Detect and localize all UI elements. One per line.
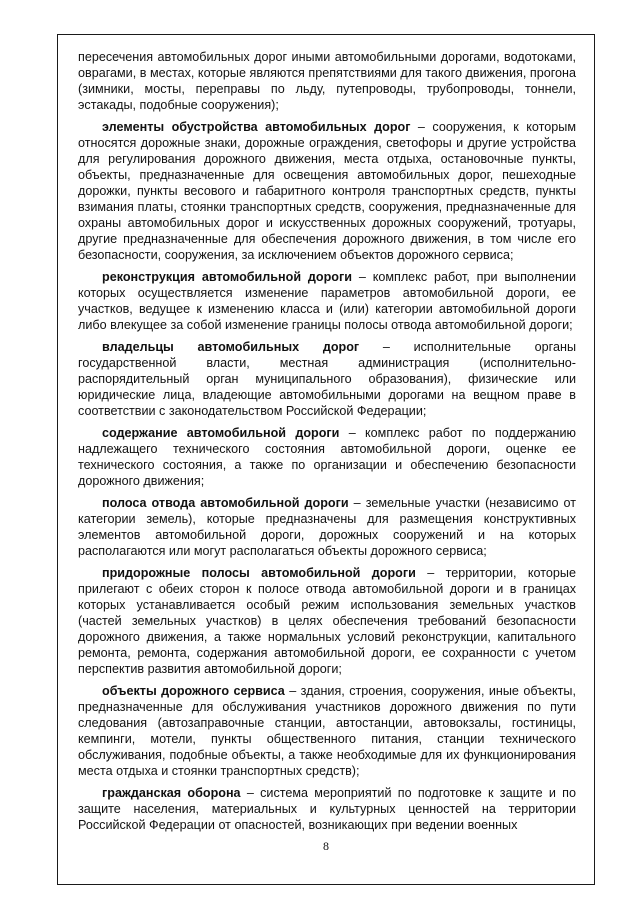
definition-text: земельные участки (независимо от категории земель), которые предназначены для размещения конструктивных элементов автомобильной дороги, дорожных сооружений и на которых располагаются или могут располагаться объекты дорожного сервиса; <box>78 496 576 558</box>
definition-text: здания, строения, сооружения, иные объекты, предназначенные для обслуживания участников дорожного движения по пути следования (автозаправочные станции, автостанции, автовокзалы, гостиницы, кемпинги, мотели, пункты общественного питания, станции технического обслуживания, подобные объекты, а также необходимые для их функционирования места отдыха и стоянки транспортных средств); <box>78 684 576 778</box>
definition-text: система мероприятий по подготовке к защите и по защите населения, материальных и культурных ценностей на территории Российской Федерации от опасностей, возникающих при ведении военных <box>78 786 576 832</box>
defined-term: полоса отвода автомобильной дороги <box>102 496 349 510</box>
defined-term: объекты дорожного сервиса <box>102 684 285 698</box>
defined-term: владельцы автомобильных дорог <box>102 340 360 354</box>
document-body <box>78 49 576 839</box>
definition-paragraph <box>78 119 576 263</box>
term-separator: – <box>240 786 261 800</box>
definition-text: комплекс работ, при выполнении которых осуществляется изменение параметров автомобильной дороги, ее участков, ведущее к изменению класса и (или) категории автомобильной дороги либо влекущее за собой изменение границы полосы отвода автомобильной дороги; <box>78 270 576 332</box>
term-separator: – <box>348 496 366 510</box>
definition-paragraph <box>78 339 576 419</box>
page-number: 8 <box>323 839 329 853</box>
term-separator: – <box>352 270 373 284</box>
defined-term: элементы обустройства автомобильных дорог <box>102 120 411 134</box>
term-separator: – <box>415 566 446 580</box>
page-frame <box>57 34 595 885</box>
definition-paragraph <box>78 785 576 833</box>
definition-paragraph <box>78 495 576 559</box>
defined-term: реконструкция автомобильной дороги <box>102 270 352 284</box>
defined-term: гражданская оборона <box>102 786 241 800</box>
term-separator: – <box>284 684 301 698</box>
term-separator: – <box>359 340 414 354</box>
definition-paragraph <box>78 269 576 333</box>
paragraph-continuation <box>78 49 576 113</box>
definition-paragraph <box>78 425 576 489</box>
definition-paragraph <box>78 565 576 677</box>
definition-text: сооружения, к которым относятся дорожные знаки, дорожные ограждения, светофоры и другие устройства для регулирования дорожного движения, места отдыха, остановочные пункты, объекты, предназначенные для освещения автомобильных дорог, пешеходные дорожки, пункты весового и габаритного контроля транспортных средств, пункты взимания платы, стоянки транспортных средств, сооружения, предназначенные для охраны автомобильных дорог и искусственных дорожных сооружений, тротуары, другие предназначенные для обеспечения дорожного движения, в том числе его безопасности, сооружения, за исключением объектов дорожного сервиса; <box>78 120 576 262</box>
term-separator: – <box>339 426 366 440</box>
definition-text: пересечения автомобильных дорог иными автомобильными дорогами, водотоками, оврагами, в местах, которые являются препятствиями для такого движения, прогона (зимники, мосты, переправы по льду, путепроводы, трубопроводы, тоннели, эстакады, подобные сооружения); <box>78 50 576 112</box>
definition-paragraph <box>78 683 576 779</box>
definition-text: территории, которые прилегают с обеих сторон к полосе отвода автомобильной дороги и в границах которых устанавливается особый режим использования земельных участков (частей земельных участков) в целях обеспечения требований безопасности дорожного движения, а также нормальных условий реконструкции, капитального ремонта, ремонта, содержания автомобильной дороги, ее сохранности с учетом перспектив развития автомобильной дороги; <box>78 566 576 676</box>
definition-text: исполнительные органы государственной власти, местная администрация (исполнительно-распорядительный орган муниципального образования), физические или юридические лица, владеющие автомобильными дорогами на вещном праве в соответствии с законодательством Российской Федерации; <box>78 340 576 418</box>
defined-term: содержание автомобильной дороги <box>102 426 340 440</box>
term-separator: – <box>410 120 433 134</box>
definition-text: комплекс работ по поддержанию надлежащего технического состояния автомобильной дороги, оценке ее технического состояния, а также по организации и обеспечению безопасности дорожного движения; <box>78 426 576 488</box>
defined-term: придорожные полосы автомобильной дороги <box>102 566 416 580</box>
